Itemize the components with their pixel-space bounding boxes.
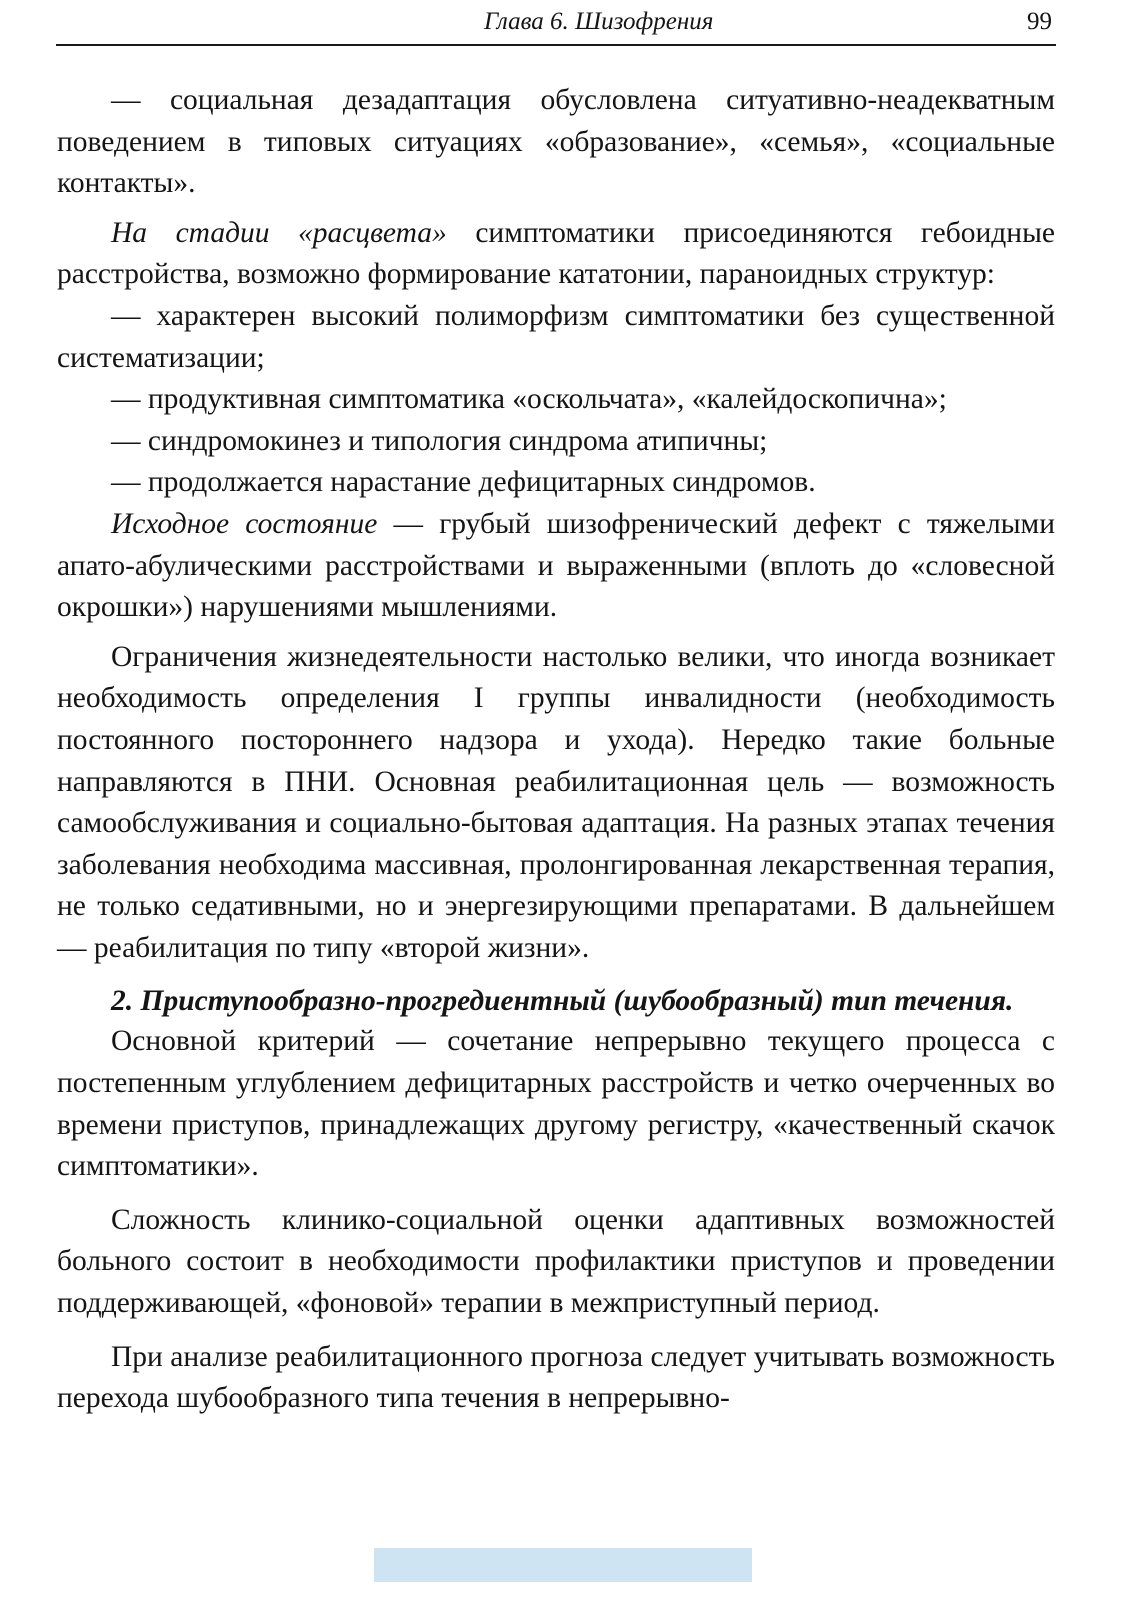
paragraph: — продуктивная симптоматика «оскольчата», «калейдоскопична»;: [111, 383, 947, 416]
paragraph: — характерен высокий полиморфизм симптоматики без существенной систематизации;: [57, 299, 1055, 374]
paragraph: Сложность клинико-социальной оценки адаптивных возможностей больного состоит в необходимости профилактики приступов и проведении поддерживающей, «фоновой» терапии в межприступный период.: [57, 1203, 1055, 1320]
selection-highlight: [374, 1548, 752, 1582]
emphasis: Исходное состояние: [111, 507, 378, 540]
paragraph: Основной критерий — сочетание непрерывно текущего процесса с постепенным углублением дефицитарных расстройств и четко очерченных во времени приступов, принадлежащих другому регистру, «качественный скачок симптоматики».: [57, 1025, 1055, 1183]
paragraph: При анализе реабилитационного прогноза следует учитывать возможность перехода шубообразного типа течения в непрерывно-: [57, 1340, 1055, 1415]
running-header: [56, 4, 1056, 46]
paragraph: Исходное состояние — грубый шизофренический дефект с тяжелыми апато-абулическими расстройствами и выраженными (вплоть до «словесной окрошки») нарушениями мышлениями.: [57, 507, 1055, 624]
chapter-title: Глава 6. Шизофрения: [484, 8, 714, 35]
paragraph: — продолжается нарастание дефицитарных синдромов.: [111, 466, 816, 499]
paragraph: — социальная дезадаптация обусловлена ситуативно-неадекватным поведением в типовых ситуациях «образование», «семья», «социальные контакты».: [57, 84, 1055, 200]
emphasis: На стадии «расцвета»: [111, 216, 447, 249]
paragraph: Ограничения жизнедеятельности настолько велики, что иногда возникает необходимость определения I группы инвалидности (необходимость постоянного постороннего надзора и ухода). Нередко такие больные направляются в ПНИ. Основная реабилитационная цель — возможность самообслуживания и социально-бытовая адаптация. На разных этапах течения заболевания необходима массивная, пролонгированная лекарственная терапия, не только седативными, но и энергезирующими препаратами. В дальнейшем — реабилитация по типу «второй жизни».: [57, 640, 1055, 964]
body-text: [57, 80, 1055, 1420]
paragraph: На стадии «расцвета» симптоматики присоединяются гебоидные расстройства, возможно формирование кататонии, параноидных структур:: [57, 216, 1055, 291]
page-number: 99: [1027, 8, 1052, 35]
paragraph: — синдромокинез и типология синдрома атипичны;: [111, 424, 768, 457]
section-heading: 2. Приступообразно-прогредиентный (шубообразный) тип течения.: [111, 985, 1014, 1018]
